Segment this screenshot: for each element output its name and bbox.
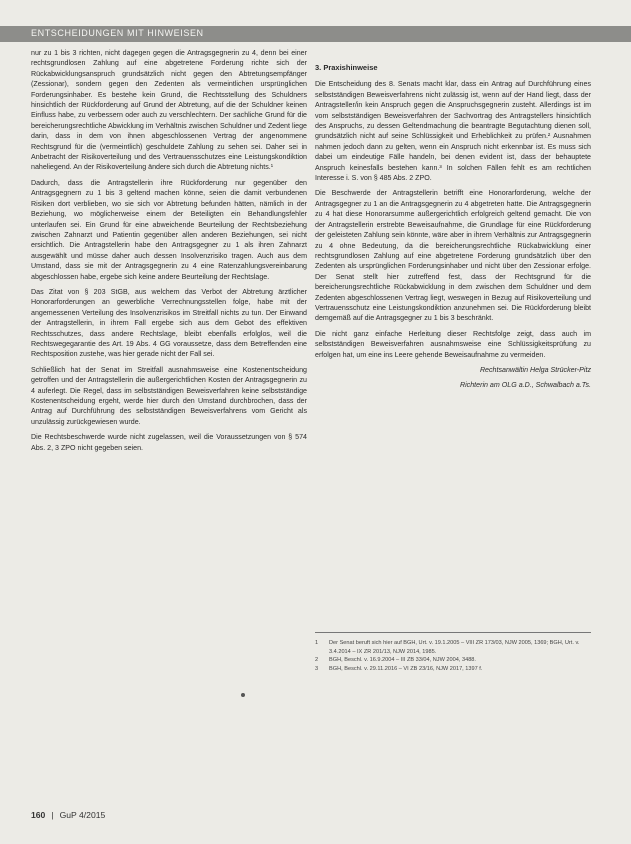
footnote (315, 656, 591, 665)
author-name: Rechtsanwältin Helga Strücker-Pitz (479, 365, 591, 374)
footer-separator: | (51, 810, 54, 820)
section-title: 3. Praxishinweise (315, 63, 378, 72)
page-number: 160 (31, 810, 46, 820)
footnote-number: 1 (315, 640, 319, 646)
footnote-text: BGH, Beschl. v. 29.11.2016 – VI ZB 23/16, NJW 2017, 1397 f. (329, 665, 483, 672)
body-paragraph: Die Beschwerde der Antragstellerin betrifft eine Honorarforderung, welche der Antragsgegner zu 1 an die Antragsgegnerin zu 4 abgetreten hatte. Die Antragsgegnerin zu 4 hat diese Honorarsumme außergerichtlich erfolgreich geltend gemacht. Die von der Antragstellerin erstrebte Beweisaufnahme, die Grundlage für eine Rückforderung der geleisteten Zahlung sein könnte, wäre aber in ihrem Verhältnis zur Antragsgegnerin zu 4 ohne Bedeutung, da die bereicherungsrechtliche Rückabwicklung einer rechtsgrundlosen Zahlung auf eine abgetretene Forderung grundsätzlich über den Zedenten als ursprünglichen Forderungsinhaber und nicht über den Zessionar erfolge. Der Senat stellt hier zutreffend fest, dass der Rechtsgrund für die bereicherungsrechtliche Rückabwicklung in dem zwischen dem Schuldner und dem Zedenten abgeschlossenen Vertrag liegt, weswegen in Bezug auf Risikoverteilung und Vertrauensschutz eine Leistungskondiktion anzunehmen sei. Die Rückforderung bleibt demgemäß auf die Antragsgegner zu 1 bis 3 beschränkt. (315, 189, 591, 323)
body-paragraph: Das Zitat von § 203 StGB, aus welchem das Verbot der Abtretung ärztlicher Honorarforderungen an gewerbliche Verrechnungsstellen folge, habe mit der angemessenen Verteilung des Insolvenzrisikos im Streitfall nichts zu tun. Der Einwand der Antragstellerin, in ihrem Fall ergebe sich aus dem Gebot des effektiven Rechtsschutzes, dass andere Rechtslage, bleibt ebenfalls erfolglos, weil die Rechtswegegarantie des Art. 19 Abs. 4 GG voraussetze, dass dem Betreffenden eine Rechtsposition zustehe, was hier gerade nicht der Fall sei. (31, 287, 307, 359)
body-paragraph: Dadurch, dass die Antragstellerin ihre Rückforderung nur gegenüber den Antragsgegnern zu 1 bis 3 geltend machen könne, seien die damit verbundenen Risiken dort verblieben, wo sie sich vor Abtretung befunden hätten, nämlich in der Beziehung, wo möglicherweise einem der Beteiligten ein Behandlungsfehler unterlaufen sei. Ein Grund für eine abweichende Beurteilung der Rechtsbeziehung zwischen Zahnarzt und Patientin gegenüber allen anderen Beziehungen, sei nicht ersichtlich. Die Antragstellerin habe den Antragsgegner zu 1 als ihren Zahnarzt ausgewählt und müsse daher auch dessen Insolvenzrisiko tragen. Auch aus dem Umstand, dass sie mit der Antragsgegnerin zu 4 eine Ratenzahlungsvereinbarung abgeschlossen habe, ergebe sich keine andere Beurteilung der Rechtslage. (31, 178, 307, 281)
footnote-text: BGH, Beschl. v. 16.9.2004 – III ZB 33/04, NJW 2004, 3488. (329, 657, 476, 664)
footnote-number: 2 (315, 657, 319, 664)
page-footer (31, 810, 105, 820)
section-header: ENTSCHEIDUNGEN MIT HINWEISEN (0, 26, 631, 42)
body-paragraph: Die nicht ganz einfache Herleitung dieser Rechtsfolge zeigt, dass auch im selbstständigen Beweisverfahren ausnahmsweise eine Schlüssigkeitsprüfung zu erfolgen hat, um eine ins Leere gehende Beweisaufnahme zu vermeiden. (315, 329, 591, 359)
footnotes (315, 632, 591, 673)
body-paragraph: Die Rechtsbeschwerde wurde nicht zugelassen, weil die Voraussetzungen von § 574 Abs. 2, 3 ZPO nicht gegeben seien. (31, 433, 307, 452)
footnote (315, 639, 591, 656)
footnote-number: 3 (315, 665, 319, 672)
footnote (315, 665, 591, 674)
scan-blemish (241, 693, 245, 697)
right-column (315, 48, 591, 396)
body-paragraph: nur zu 1 bis 3 richten, nicht dagegen gegen die Antragsgegnerin zu 4, denn bei einer rechtsgrundlosen Zahlung auf eine abgetretene Forderung richte sich der Rückabwicklungsanspruch grundsätzlich nicht gegen den Abtretungsempfänger (Zessionar), sondern gegen den Zedenten als vermeintlichen ursprünglichen Forderungsinhaber. Es bestehe kein Grund, die Rechtsstellung des Schuldners hinsichtlich der Rückforderung auf Grund der Abtretung, auf die der Schuldner keinen Einfluss habe, zu verbessern oder auch zu verschlechtern. Der sachliche Grund für die bereicherungsrechtliche Abwicklung im Verhältnis zwischen Schuldner und Zedent liege darin, dass in dem von ihnen abgeschlossenen Vertrag der angenommene Rechtsgrund für die (vermeintlich) geschuldete Zahlung zu sehen sei. Daher sei in Anbetracht der Risikoverteilung und des Vertrauensschutzes eine Leistungskondiktion naheliegend. An der Risikoverteilung ändere sich durch die Abtretung nichts.¹ (31, 49, 307, 172)
body-paragraph: Die Entscheidung des 8. Senats macht klar, dass ein Antrag auf Durchführung eines selbstständigen Beweisverfahrens nicht zulässig ist, wenn auf der Hand liegt, dass der Antragsteller/in kein Anspruch gegen die Anspruchsgegnerin zusteht. Allerdings ist im vom selbstständigen Beweisverfahren der Sachvortrag des Antragstellers hinsichtlich des Anspruchs, zu dessen Geltendmachung die beantragte Begutachtung dienen soll, grundsätzlich nicht auf seine Schlüssigkeit und Erheblichkeit zu prüfen.² Ausnahmen nahmen jedoch dann zu gelten, wenn ein Anspruch nicht erkennbar ist. Es muss sich dabei um eindeutige Fälle handeln, bei denen evident ist, dass der behauptete Anspruch keinesfalls bestehen kann.³ In solchen Fällen fehlt es am rechtlichen Interesse i. S. von § 485 Abs. 2 ZPO. (315, 80, 591, 183)
footnote-text: Der Senat beruft sich hier auf BGH, Urt. v. 19.1.2005 – VIII ZR 173/03, NJW 2005, 1369; BGH, Urt. v. 3.4.2014 – IX ZR 201/13, NJW 2014, 1985. (329, 640, 580, 655)
body-paragraph: Schließlich hat der Senat im Streitfall ausnahmsweise eine Kostenentscheidung getroffen und der Antragstellerin die außergerichtlichen Kosten der Antragsgegnerin zu 4 auferlegt. Die Regel, dass im selbstständigen Beweisverfahren keine selbstständige Kostenentscheidung ergeht, werde hier durch den Umstand durchbrochen, dass der Antrag auf Durchführung des selbstständigen Beweisverfahrens vom Gericht als unzulässig zurückgewiesen wurde. (31, 365, 307, 426)
author-title: Richterin am OLG a.D., Schwalbach a.Ts. (459, 381, 591, 390)
left-column (31, 48, 307, 458)
journal-issue: GuP 4/2015 (59, 810, 106, 820)
